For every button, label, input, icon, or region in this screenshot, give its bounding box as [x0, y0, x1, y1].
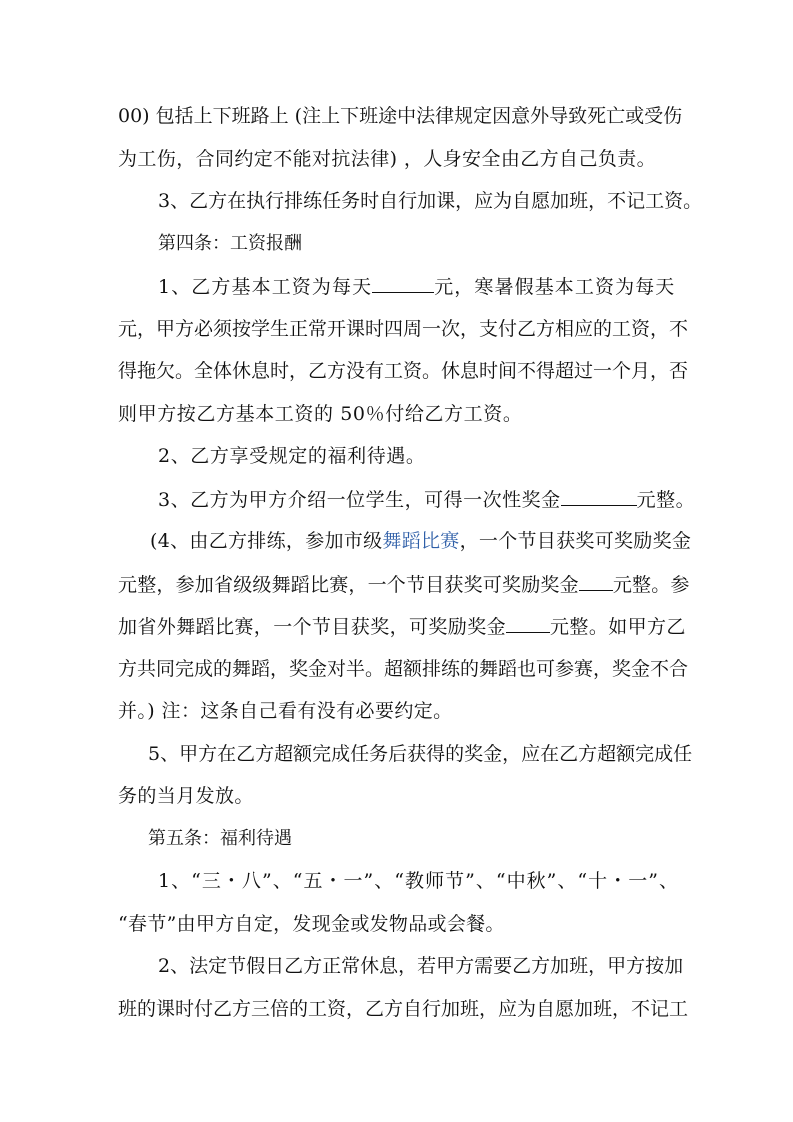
- line-text: 元，甲方必须按学生正常开课时四周一次，支付乙方相应的工资，不: [118, 318, 689, 340]
- section-heading: [148, 827, 708, 851]
- paragraph-line: [158, 954, 684, 978]
- line-text: 1、乙方基本工资为每天: [158, 276, 373, 298]
- line-text: 元整，参加省级级舞蹈比赛，一个节目获奖可奖励奖金: [118, 574, 579, 596]
- paragraph-line: [118, 572, 690, 596]
- line-text: 元整。参: [612, 574, 690, 596]
- heading-text: 第五条：福利待遇: [148, 828, 292, 849]
- paragraph-line: [118, 699, 678, 723]
- line-text: 方共同完成的舞蹈，奖金对半。超额排练的舞蹈也可参赛，奖金不合: [118, 658, 689, 680]
- paragraph-line: [118, 317, 689, 341]
- line-text: (4、由乙方排练，参加市级: [150, 530, 383, 552]
- paragraph-line: [118, 784, 678, 808]
- line-text: 并。) 注：这条自己看有没有必要约定。: [118, 700, 453, 722]
- line-text: 为工伤，合同约定不能对抗法律) ，人身安全由乙方自己负责。: [118, 148, 657, 170]
- paragraph-line: [118, 997, 689, 1021]
- paragraph-line: [118, 359, 689, 383]
- paragraph-line: [158, 444, 718, 468]
- line-text: 元整。: [636, 489, 696, 511]
- line-text: 2、乙方享受规定的福利待遇。: [158, 445, 426, 467]
- line-text: 班的课时付乙方三倍的工资，乙方自行加班，应为自愿加班，不记工: [118, 998, 689, 1020]
- paragraph-line: [118, 614, 686, 638]
- line-text: 2、法定节假日乙方正常休息，若甲方需要乙方加班，甲方按加: [158, 955, 684, 977]
- paragraph-line: [150, 529, 692, 553]
- paragraph-line: [118, 657, 689, 681]
- line-text: 元，寒暑假基本工资为每天: [434, 276, 676, 298]
- fill-in-blank: [561, 487, 637, 506]
- line-text: 1、“三・八”、“五・一”、“教师节”、“中秋”、“十・一”、: [158, 870, 678, 892]
- line-text: 5、甲方在乙方超额完成任务后获得的奖金，应在乙方超额完成任: [148, 743, 693, 765]
- line-text: 3、乙方在执行排练任务时自行加课，应为自愿加班，不记工资。: [158, 190, 703, 212]
- line-text: 00) 包括上下班路上 (注上下班途中法律规定因意外导致死亡或受伤: [118, 105, 683, 127]
- fill-in-blank: [372, 274, 434, 293]
- competition-link[interactable]: 舞蹈比赛: [382, 530, 460, 552]
- line-text: “春节”由甲方自定，发现金或发物品或会餐。: [118, 913, 505, 935]
- line-text: 务的当月发放。: [118, 785, 254, 807]
- section-heading: [158, 232, 718, 256]
- line-text: ，一个节目获奖可奖励奖金: [459, 530, 692, 552]
- line-text: 则甲方按乙方基本工资的 50％付给乙方工资。: [118, 403, 523, 425]
- fill-in-blank: [506, 614, 550, 633]
- paragraph-line: [158, 869, 678, 893]
- line-text: 得拖欠。全体休息时，乙方没有工资。休息时间不得超过一个月，否: [118, 360, 689, 382]
- paragraph-line: [158, 274, 678, 298]
- paragraph-line: [118, 147, 678, 171]
- paragraph-line: [118, 912, 678, 936]
- line-text: 加省外舞蹈比赛，一个节目获奖，可奖励奖金: [118, 616, 507, 638]
- fill-in-blank: [579, 572, 613, 591]
- paragraph-line: [118, 402, 678, 426]
- line-text: 元整。如甲方乙: [550, 616, 686, 638]
- line-text: 3、乙方为甲方介绍一位学生，可得一次性奖金: [158, 489, 561, 511]
- paragraph-line: [148, 742, 693, 766]
- paragraph-line: [118, 104, 683, 128]
- paragraph-line: [158, 189, 703, 213]
- heading-text: 第四条：工资报酬: [158, 233, 302, 254]
- paragraph-line: [158, 487, 696, 511]
